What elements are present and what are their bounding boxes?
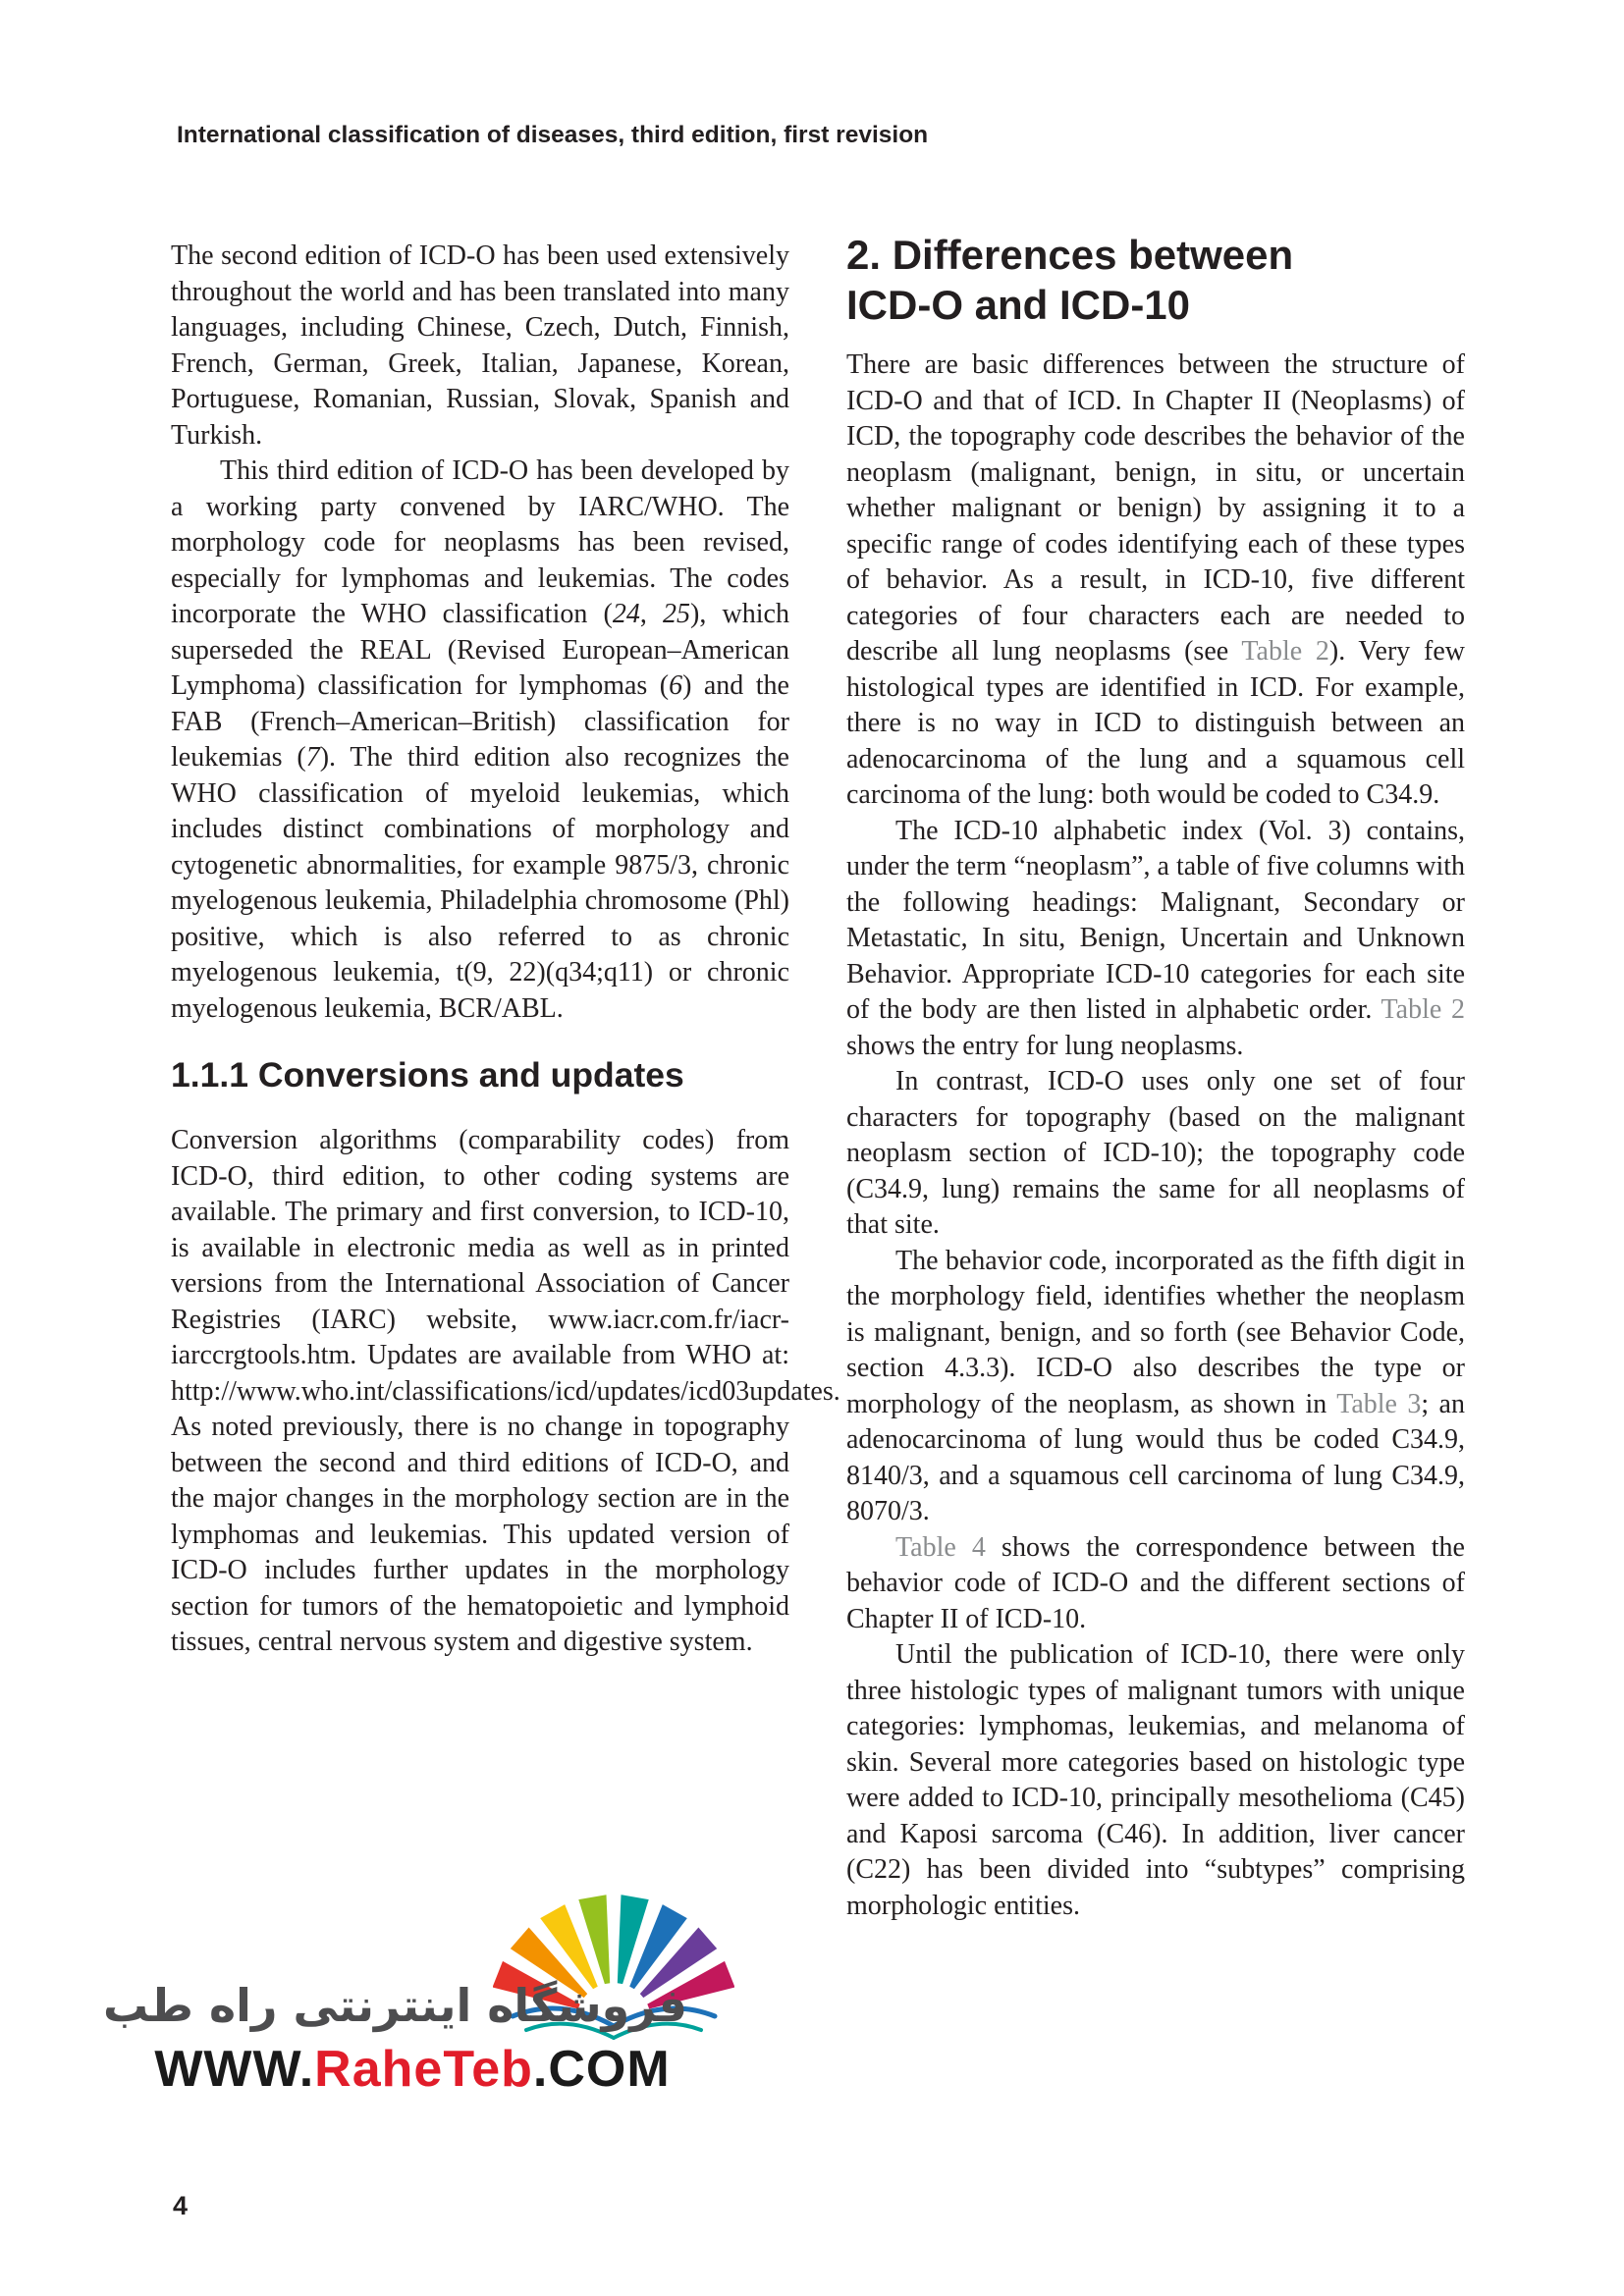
left-paragraph-1: The second edition of ICD-O has been used extensively throughout the world and has been translated into many languages, including Chinese, Czech, Dutch, Finnish, French, German, Greek, Italian, Japanese, Korean, Portuguese, Romanian, Russian, Slovak, Spanish and Turkish. bbox=[171, 240, 789, 451]
right-paragraph-5 bbox=[846, 1530, 1465, 1638]
table-2-reference-link[interactable]: Table 2 bbox=[1241, 636, 1329, 667]
paragraph-text: The ICD-10 alphabetic index (Vol. 3) contains, under the term “neoplasm”, a table of five columns with the following headings: Malignant, Secondary or Metastatic, In situ, Benign, Uncertain and Unknown Behavior. Appropriate ICD-10 categories for each site of the body are then listed in alphabetic order. bbox=[846, 815, 1465, 1025]
paragraph-text: ). The third edition also recognizes the WHO classification of myeloid leukemias, which includes distinct combinations of morphology and cytogenetic abnormalities, for example 9875/3, chronic myelogenous leukemia, Philadelphia chromosome (Phl) positive, which is also referred to as chronic myelogenous leukemia, t(9, 22)(q34;q11) or chronic myelogenous leukemia, BCR/ABL. bbox=[171, 742, 789, 1024]
right-paragraph-6: Until the publication of ICD-10, there were only three histologic types of malignant tumors with unique categories: lymphomas, leukemias, and melanoma of skin. Several more categories based on histologic type were added to ICD-10, principally mesothelioma (C45) and Kaposi sarcoma (C46). In addition, liver cancer (C22) has been divided into “subtypes” comprising morphologic entities. bbox=[846, 1639, 1465, 1921]
paragraph-text: ), which superseded the REAL (Revised European–American Lymphoma) classification for lymphomas ( bbox=[171, 599, 789, 701]
url-suffix: .COM bbox=[532, 2041, 671, 2098]
right-paragraph-3: In contrast, ICD-O uses only one set of four characters for topography (based on the malignant neoplasm section of ICD-10); the topography code (C34.9, lung) remains the same for all neoplasms of that site. bbox=[846, 1066, 1465, 1240]
section-heading bbox=[846, 230, 1465, 330]
page-number: 4 bbox=[173, 2191, 189, 2220]
url-brand-name: RaheTeb bbox=[314, 2041, 533, 2098]
url-prefix: WWW. bbox=[154, 2041, 315, 2098]
paragraph-text: There are basic differences between the structure of ICD-O and that of ICD. In Chapter II (Neoplasms) of ICD, the topography code describes the behavior of the neoplasm (malignant, benign, in situ, or uncertain whether malignant or benign) by assigning it to a specific range of codes identifying each of these types of behavior. As a result, in ICD-10, five different categories of four characters each are needed to describe all lung neoplasms (see bbox=[846, 349, 1465, 667]
watermark-store-name: فروشگاه اینترنتی راه طب bbox=[102, 1979, 687, 2032]
table-2-reference-link[interactable]: Table 2 bbox=[1380, 994, 1465, 1025]
table-3-reference-link[interactable]: Table 3 bbox=[1336, 1388, 1422, 1419]
left-paragraph-3: Conversion algorithms (comparability codes) from ICD-O, third edition, to other coding systems are available. The primary and first conversion, to ICD-10, is available in electronic media as well as in printed versions from the International Association of Cancer Registries (IARC) website, www.iacr.com.fr/iacr-iarccrgtools.htm. Updates are available from WHO at: http://www.who.int/classifications/icd/updates/icd03updates. As noted previously, there is no change in topography between the second and third editions of ICD-O, and the major changes in the morphology section are in the lymphomas and leukemias. This updated version of ICD-O includes further updates in the morphology section for tumors of the hematopoietic and lymphoid tissues, central nervous system and digestive system. bbox=[171, 1125, 840, 1657]
paragraph-text: The behavior code, incorporated as the fifth digit in the morphology field, identifies whether the neoplasm is malignant, benign, and so forth (see Behavior Code, section 4.3.3). ICD-O also describes the type or morphology of the neoplasm, as shown in bbox=[846, 1245, 1465, 1419]
watermark-url[interactable] bbox=[137, 2040, 687, 2099]
left-text-column bbox=[171, 239, 840, 1661]
left-paragraph-2 bbox=[171, 454, 789, 1027]
citation-reference: 24 bbox=[612, 599, 640, 629]
right-paragraph-4 bbox=[846, 1244, 1465, 1530]
right-paragraph-1 bbox=[846, 347, 1465, 814]
citation-reference: 6 bbox=[669, 670, 683, 701]
section-heading-line-1: 2. Differences between bbox=[846, 232, 1294, 278]
paragraph-text: ). Very few histological types are identified in ICD. For example, there is no way in ICD to distinguish between an adenocarcinoma of the lung and a squamous cell carcinoma of the lung: both would be coded to C34.9. bbox=[846, 636, 1465, 810]
paragraph-text: This third edition of ICD-O has been developed by a working party convened by IARC/WHO. The morphology code for neoplasms has been revised, especially for lymphomas and leukemias. The codes incorporate the WHO classification ( bbox=[171, 455, 789, 629]
paragraph-text: , bbox=[639, 599, 664, 629]
right-paragraph-2 bbox=[846, 814, 1465, 1065]
watermark-logo[interactable] bbox=[102, 1883, 687, 2187]
paragraph-text: ) and the FAB (French–American–British) classification for leukemias ( bbox=[171, 670, 789, 773]
citation-reference: 7 bbox=[305, 742, 320, 773]
section-heading-line-2: ICD-O and ICD-10 bbox=[846, 282, 1191, 328]
right-text-column bbox=[846, 232, 1465, 1924]
running-header-title: International classification of diseases, third edition, first revision bbox=[177, 122, 929, 148]
paragraph-text: shows the entry for lung neoplasms. bbox=[846, 1030, 1244, 1061]
citation-reference: 25 bbox=[663, 599, 691, 629]
paragraph-text: ; an adenocarcinoma of lung would thus be coded C34.9, 8140/3, and a squamous cell carcinoma of lung C34.9, 8070/3. bbox=[846, 1388, 1465, 1526]
subsection-heading: 1.1.1 Conversions and updates bbox=[171, 1055, 684, 1095]
paragraph-text: shows the correspondence between the behavior code of ICD-O and the different sections of Chapter II of ICD-10. bbox=[846, 1531, 1465, 1634]
table-4-reference-link[interactable]: Table 4 bbox=[895, 1531, 986, 1563]
